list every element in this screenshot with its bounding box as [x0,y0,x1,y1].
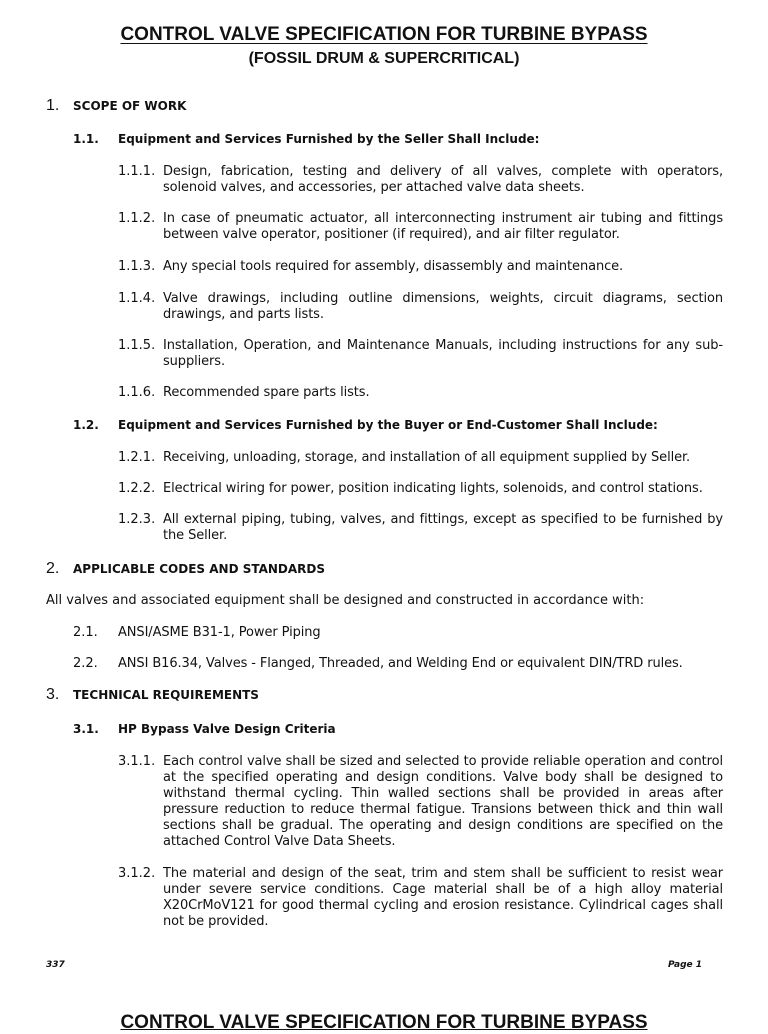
item-text: Recommended spare parts lists. [163,385,370,400]
subsection-heading: HP Bypass Valve Design Criteria [118,722,336,736]
subsection-number: 1.1. [73,132,99,146]
subsection-heading: Equipment and Services Furnished by the Seller Shall Include: [118,132,540,146]
item-text: Electrical wiring for power, position indicating lights, solenoids, and control stations. [163,481,703,496]
item-text: All external piping, tubing, valves, and fittings, except as specified to be furnished by the Seller. [163,512,723,543]
document-title: CONTROL VALVE SPECIFICATION FOR TURBINE BYPASS [120,24,648,45]
subsection-number: 1.2. [73,418,99,432]
section-heading: SCOPE OF WORK [73,99,187,113]
item-number: 1.2.1. [118,450,156,465]
item-number: 1.2.2. [118,481,156,496]
item-text: ANSI B16.34, Valves - Flanged, Threaded, and Welding End or equivalent DIN/TRD rules. [118,656,683,671]
item-number: 3.1.2. [118,866,156,881]
item-number: 1.1.5. [118,338,156,353]
section-number: 2. [46,560,60,577]
item-number: 1.1.1. [118,164,156,179]
item-text: Valve drawings, including outline dimensions, weights, circuit diagrams, section drawings, and parts lists. [163,291,723,322]
item-number: 1.1.3. [118,259,156,274]
item-text: The material and design of the seat, trim and stem shall be sufficient to resist wear under severe service conditions. Cage material shall be of a high alloy material X20CrMoV121 for good thermal cycling and erosion resistance. Cylindrical cages shall not be provided. [163,866,723,929]
item-number: 2.2. [73,656,98,671]
item-text: Design, fabrication, testing and delivery of all valves, complete with operators, solenoid valves, and accessories, per attached valve data sheets. [163,164,723,195]
section-intro: All valves and associated equipment shall be designed and constructed in accordance with: [46,593,645,608]
item-text: Any special tools required for assembly, disassembly and maintenance. [163,259,624,274]
item-text: Each control valve shall be sized and selected to provide reliable operation and control at the specified operating and design conditions. Valve body shall be designed to withstand thermal cycling. Thin walled sections shall be provided in areas after pressure reduction to reduce thermal fatigue. Transions between thick and thin wall sections shall be gradual. The operating and design conditions are specified on the attached Control Valve Data Sheets. [163,754,723,849]
item-number: 1.2.3. [118,512,156,527]
subsection-heading: Equipment and Services Furnished by the Buyer or End-Customer Shall Include: [118,418,658,432]
subsection-number: 3.1. [73,722,99,736]
next-page-title: CONTROL VALVE SPECIFICATION FOR TURBINE BYPASS [120,1012,648,1033]
item-number: 1.1.6. [118,385,156,400]
section-heading: APPLICABLE CODES AND STANDARDS [73,562,326,576]
section-heading: TECHNICAL REQUIREMENTS [73,688,259,702]
section-number: 3. [46,686,60,703]
item-number: 2.1. [73,625,98,640]
footer-page-number: Page 1 [668,960,703,970]
item-text: Receiving, unloading, storage, and installation of all equipment supplied by Seller. [163,450,691,465]
item-number: 3.1.1. [118,754,156,769]
section-number: 1. [46,97,60,114]
item-text: ANSI/ASME B31-1, Power Piping [118,625,321,640]
footer-doc-number: 337 [46,960,65,970]
item-number: 1.1.4. [118,291,156,306]
document-subtitle: (FOSSIL DRUM & SUPERCRITICAL) [248,50,520,67]
item-text: In case of pneumatic actuator, all interconnecting instrument air tubing and fittings between valve operator, positioner (if required), and air filter regulator. [163,211,723,242]
item-number: 1.1.2. [118,211,156,226]
item-text: Installation, Operation, and Maintenance Manuals, including instructions for any sub-suppliers. [163,338,723,369]
